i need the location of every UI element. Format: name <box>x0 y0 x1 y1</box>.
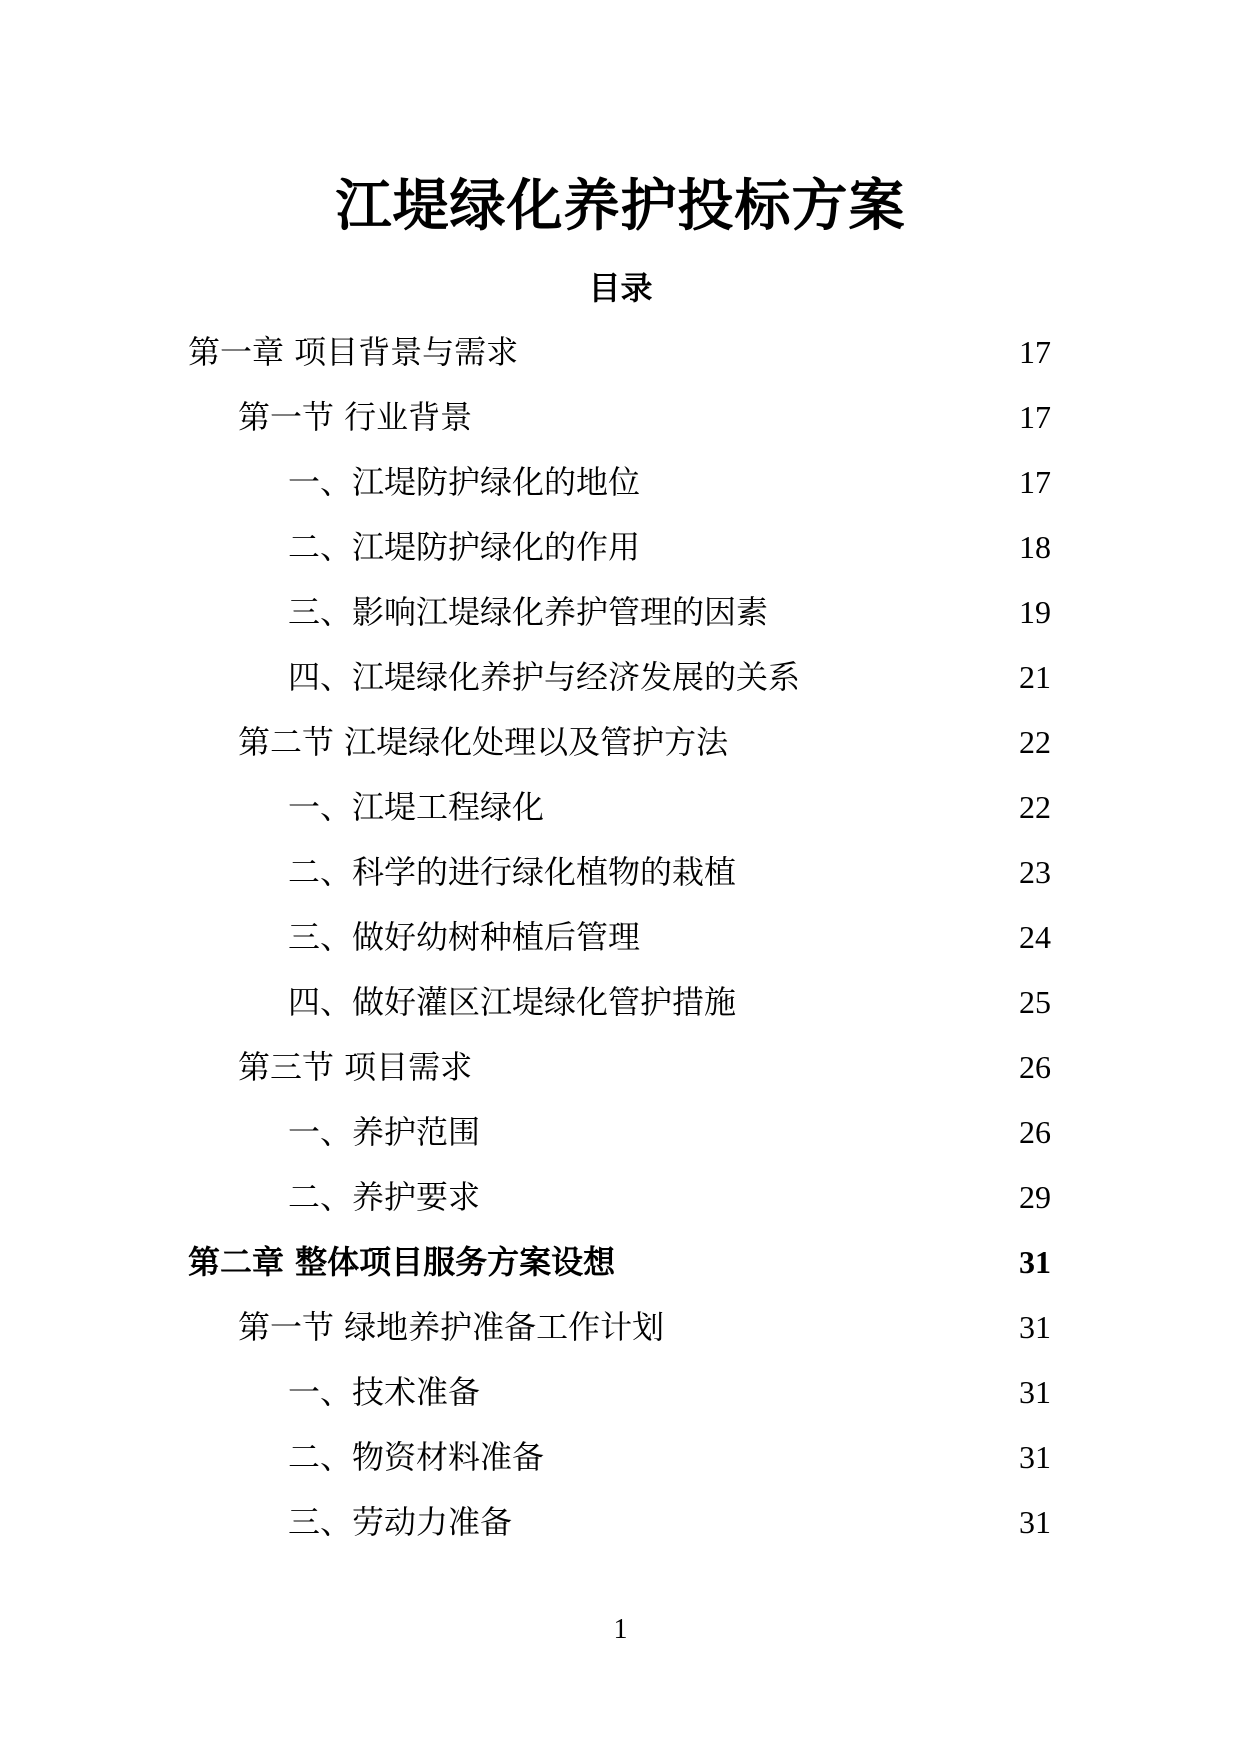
toc-entry-page: 29 <box>1019 1179 1051 1215</box>
toc-entry-label: 三、做好幼树种植后管理 <box>288 918 641 956</box>
toc-entry-chapter[interactable] <box>0 1238 1241 1303</box>
toc-entry-section[interactable] <box>0 393 1241 458</box>
toc-entry-page: 18 <box>1019 529 1051 565</box>
toc-entry-subsection[interactable] <box>0 1108 1241 1173</box>
toc-entry-page: 22 <box>1019 789 1051 825</box>
toc-entry-subsection[interactable] <box>0 523 1241 588</box>
toc-entry-chapter[interactable] <box>0 328 1241 393</box>
toc-entry-subsection[interactable] <box>0 1173 1241 1238</box>
toc-entry-page: 17 <box>1019 464 1051 500</box>
toc-entry-subsection[interactable] <box>0 1498 1241 1563</box>
toc-entry-page: 31 <box>1019 1244 1051 1280</box>
toc-entry-subsection[interactable] <box>0 783 1241 848</box>
toc-entry-label: 第一章 项目背景与需求 <box>188 333 519 371</box>
toc-entry-label: 第一节 行业背景 <box>238 398 473 436</box>
toc-entry-section[interactable] <box>0 1303 1241 1368</box>
page-number: 1 <box>613 1614 628 1645</box>
toc-entry-page: 26 <box>1019 1049 1051 1085</box>
toc-entry-label: 二、江堤防护绿化的作用 <box>288 528 641 566</box>
toc-entry-label: 二、养护要求 <box>288 1178 481 1216</box>
toc-entry-page: 31 <box>1019 1374 1051 1410</box>
toc-entry-page: 22 <box>1019 724 1051 760</box>
toc-entry-page: 31 <box>1019 1309 1051 1345</box>
toc-entry-page: 25 <box>1019 984 1051 1020</box>
toc-entry-label: 四、江堤绿化养护与经济发展的关系 <box>288 658 801 696</box>
toc-entry-section[interactable] <box>0 1043 1241 1108</box>
toc-entry-subsection[interactable] <box>0 913 1241 978</box>
toc-entry-page: 19 <box>1019 594 1051 630</box>
toc-entry-label: 二、物资材料准备 <box>288 1438 545 1476</box>
toc-entry-subsection[interactable] <box>0 588 1241 653</box>
toc-entry-label: 三、影响江堤绿化养护管理的因素 <box>288 593 769 631</box>
toc-entry-subsection[interactable] <box>0 848 1241 913</box>
toc-entry-label: 一、江堤工程绿化 <box>288 788 545 826</box>
toc-entry-subsection[interactable] <box>0 653 1241 718</box>
toc-entry-subsection[interactable] <box>0 1368 1241 1433</box>
toc-entry-page: 23 <box>1019 854 1051 890</box>
toc-entry-page: 26 <box>1019 1114 1051 1150</box>
toc-entry-subsection[interactable] <box>0 978 1241 1043</box>
toc-entry-page: 31 <box>1019 1439 1051 1475</box>
document-title: 江堤绿化养护投标方案 <box>335 174 906 239</box>
toc-entry-page: 21 <box>1019 659 1051 695</box>
toc-entry-label: 四、做好灌区江堤绿化管护措施 <box>288 983 737 1021</box>
toc-entry-page: 24 <box>1019 919 1051 955</box>
toc-entry-label: 一、技术准备 <box>288 1373 481 1411</box>
toc-entry-subsection[interactable] <box>0 1433 1241 1498</box>
toc-entry-label: 一、江堤防护绿化的地位 <box>288 463 641 501</box>
toc-entry-label: 三、劳动力准备 <box>288 1503 513 1541</box>
toc-heading: 目录 <box>588 269 653 307</box>
table-of-contents <box>0 328 1241 1563</box>
toc-entry-label: 第一节 绿地养护准备工作计划 <box>238 1308 665 1346</box>
toc-entry-label: 一、养护范围 <box>288 1113 481 1151</box>
toc-entry-page: 31 <box>1019 1504 1051 1540</box>
toc-entry-label: 第三节 项目需求 <box>238 1048 473 1086</box>
toc-entry-page: 17 <box>1019 334 1051 370</box>
toc-entry-section[interactable] <box>0 718 1241 783</box>
toc-entry-label: 第二章 整体项目服务方案设想 <box>188 1243 616 1281</box>
toc-entry-label: 二、科学的进行绿化植物的栽植 <box>288 853 737 891</box>
toc-entry-page: 17 <box>1019 399 1051 435</box>
toc-entry-label: 第二节 江堤绿化处理以及管护方法 <box>238 723 729 761</box>
toc-entry-subsection[interactable] <box>0 458 1241 523</box>
